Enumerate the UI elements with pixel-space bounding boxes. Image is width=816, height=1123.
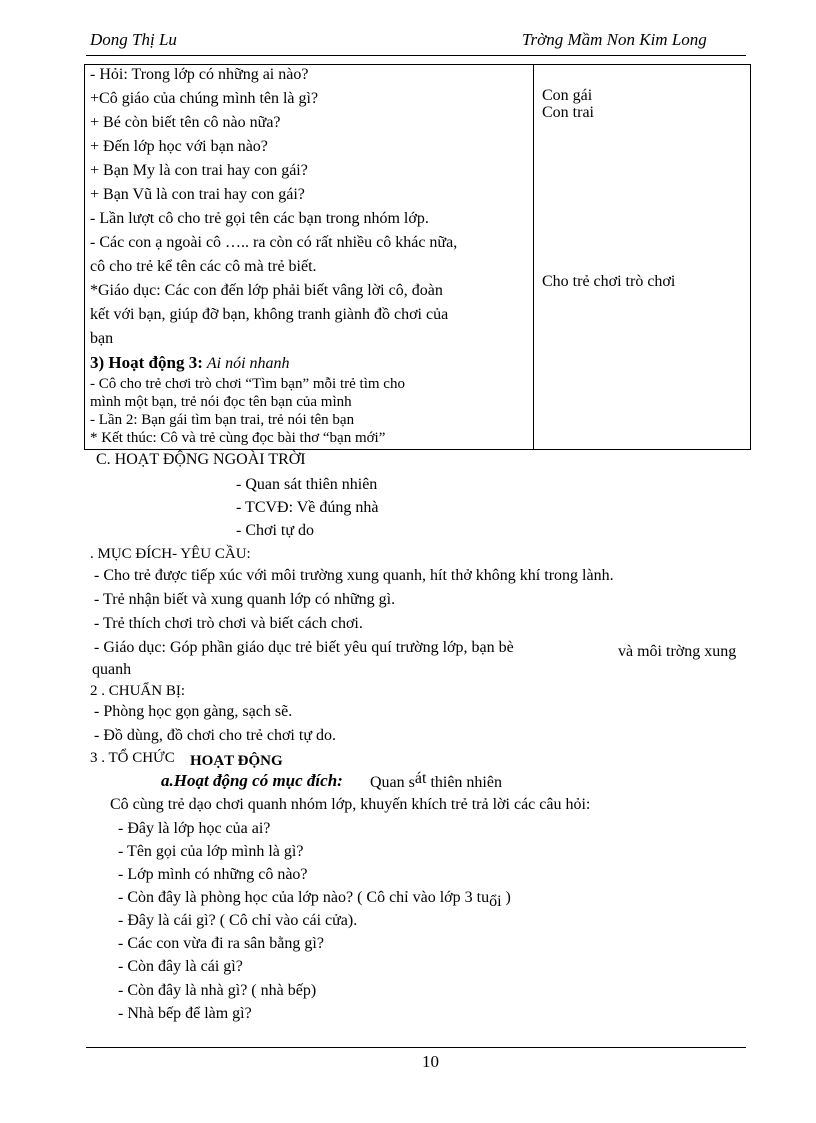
activity3-line: * Kết thúc: Cô và trẻ cùng đọc bài thơ “bạn mới” [90,430,386,446]
section-1-edu-cont: và môi trờng xung [618,643,737,660]
question-item: - Lớp mình có những cô nào? [118,866,308,883]
table-left-line: + Bạn Vũ là con trai hay con gái? [90,186,305,203]
section-3-title-cont: HOẠT ĐỘNG [190,753,283,769]
table-left-line: + Bạn My là con trai hay con gái? [90,162,308,179]
section-2-line: - Phòng học gọn gàng, sạch sẽ. [94,703,293,720]
question-item-part: ổi [489,893,502,910]
table-left-line: cô cho trẻ kể tên các cô mà trẻ biết. [90,258,317,275]
activity3-title: 3) Hoạt động 3: [90,353,203,372]
table-column-divider [533,64,534,450]
activity3-line: - Cô cho trẻ chơi trò chơi “Tìm bạn” mỗi trẻ tìm cho [90,376,405,392]
question-item-part: - Còn đây là phòng học của lớp nào? ( Cô chỉ vào lớp 3 tu [118,889,490,906]
activity-a-topic-part: thiên nhiên [426,774,502,791]
question-item: - Đây là cái gì? ( Cô chỉ vào cái cửa). [118,912,358,929]
table-left-line: + Đến lớp học với bạn nào? [90,138,268,155]
question-item: - Tên gọi của lớp mình là gì? [118,843,304,860]
activity3-heading [90,353,290,373]
table-right-line: Con trai [542,104,594,121]
footer-rule [86,1047,746,1048]
table-right-line: Con gái [542,87,593,104]
section-1-title: . MỤC ĐÍCH- YÊU CẦU: [90,546,251,562]
section-c-item: - Quan sát thiên nhiên [236,476,378,493]
question-item: - Còn đây là cái gì? [118,958,243,975]
activity-a-topic-part: Quan s [370,774,415,791]
activity-a-topic-part: át [414,770,427,787]
activity3-line: - Lần 2: Bạn gái tìm bạn trai, trẻ nói tên bạn [90,412,355,428]
question-item: - Nhà bếp để làm gì? [118,1005,252,1022]
header-rule [86,55,746,56]
table-left-line: - Hỏi: Trong lớp có những ai nào? [90,66,309,83]
question-item: - Còn đây là nhà gì? ( nhà bếp) [118,982,317,999]
question-item: - Đây là lớp học của ai? [118,820,271,837]
question-item: - Các con vừa đi ra sân bằng gì? [118,935,324,952]
question-item-4 [118,889,511,910]
section-c-item: - TCVĐ: Về đúng nhà [236,499,379,516]
table-right-note: Cho trẻ chơi trò chơi [542,273,676,290]
activity-a-topic [370,770,502,792]
section-2-title: 2 . CHUẨN BỊ: [90,683,186,699]
activity-a-title: a.Hoạt động có mục đích: [161,771,343,790]
activity3-line: mình một bạn, trẻ nói đọc tên bạn của mình [90,394,352,410]
table-left-line: - Các con ạ ngoài cô ….. ra còn có rất nhiều cô khác nữa, [90,234,458,251]
activity3-name: Ai nói nhanh [206,355,290,372]
table-left-line: *Giáo dục: Các con đến lớp phải biết vâng lời cô, đoàn [90,282,443,299]
section-1-line: - Trẻ nhận biết và xung quanh lớp có những gì. [94,591,396,608]
section-1-line: - Cho trẻ được tiếp xúc với môi trường xung quanh, hít thở không khí trong lành. [94,567,614,584]
table-left-line: - Lần lượt cô cho trẻ gọi tên các bạn trong nhóm lớp. [90,210,429,227]
table-left-line: kết với bạn, giúp đỡ bạn, không tranh giành đồ chơi của [90,306,449,323]
table-left-line: bạn [90,330,114,347]
section-c-title: C. HOẠT ĐỘNG NGOÀI TRỜI [96,451,306,468]
table-left-line: +Cô giáo của chúng mình tên là gì? [90,90,319,107]
table-left-line: + Bé còn biết tên cô nào nữa? [90,114,281,131]
section-1-edu-line: - Giáo dục: Góp phần giáo dục trẻ biết yêu quí trường lớp, bạn bè [94,639,514,656]
section-1-line: - Trẻ thích chơi trò chơi và biết cách chơi. [94,615,363,632]
header-author: Dong Thị Lu [90,30,177,49]
section-1-edu-wrap: quanh [92,661,132,678]
section-2-line: - Đồ dùng, đồ chơi cho trẻ chơi tự do. [94,727,336,744]
page-number: 10 [422,1052,439,1071]
question-item-part: ) [501,889,511,906]
section-c-item: - Chơi tự do [236,522,315,539]
header-school: Trờng Mầm Non Kim Long [522,30,707,49]
section-3-intro: Cô cùng trẻ dạo chơi quanh nhóm lớp, khuyến khích trẻ trả lời các câu hỏi: [110,796,591,813]
section-3-title: 3 . TỔ CHỨC [90,750,175,766]
